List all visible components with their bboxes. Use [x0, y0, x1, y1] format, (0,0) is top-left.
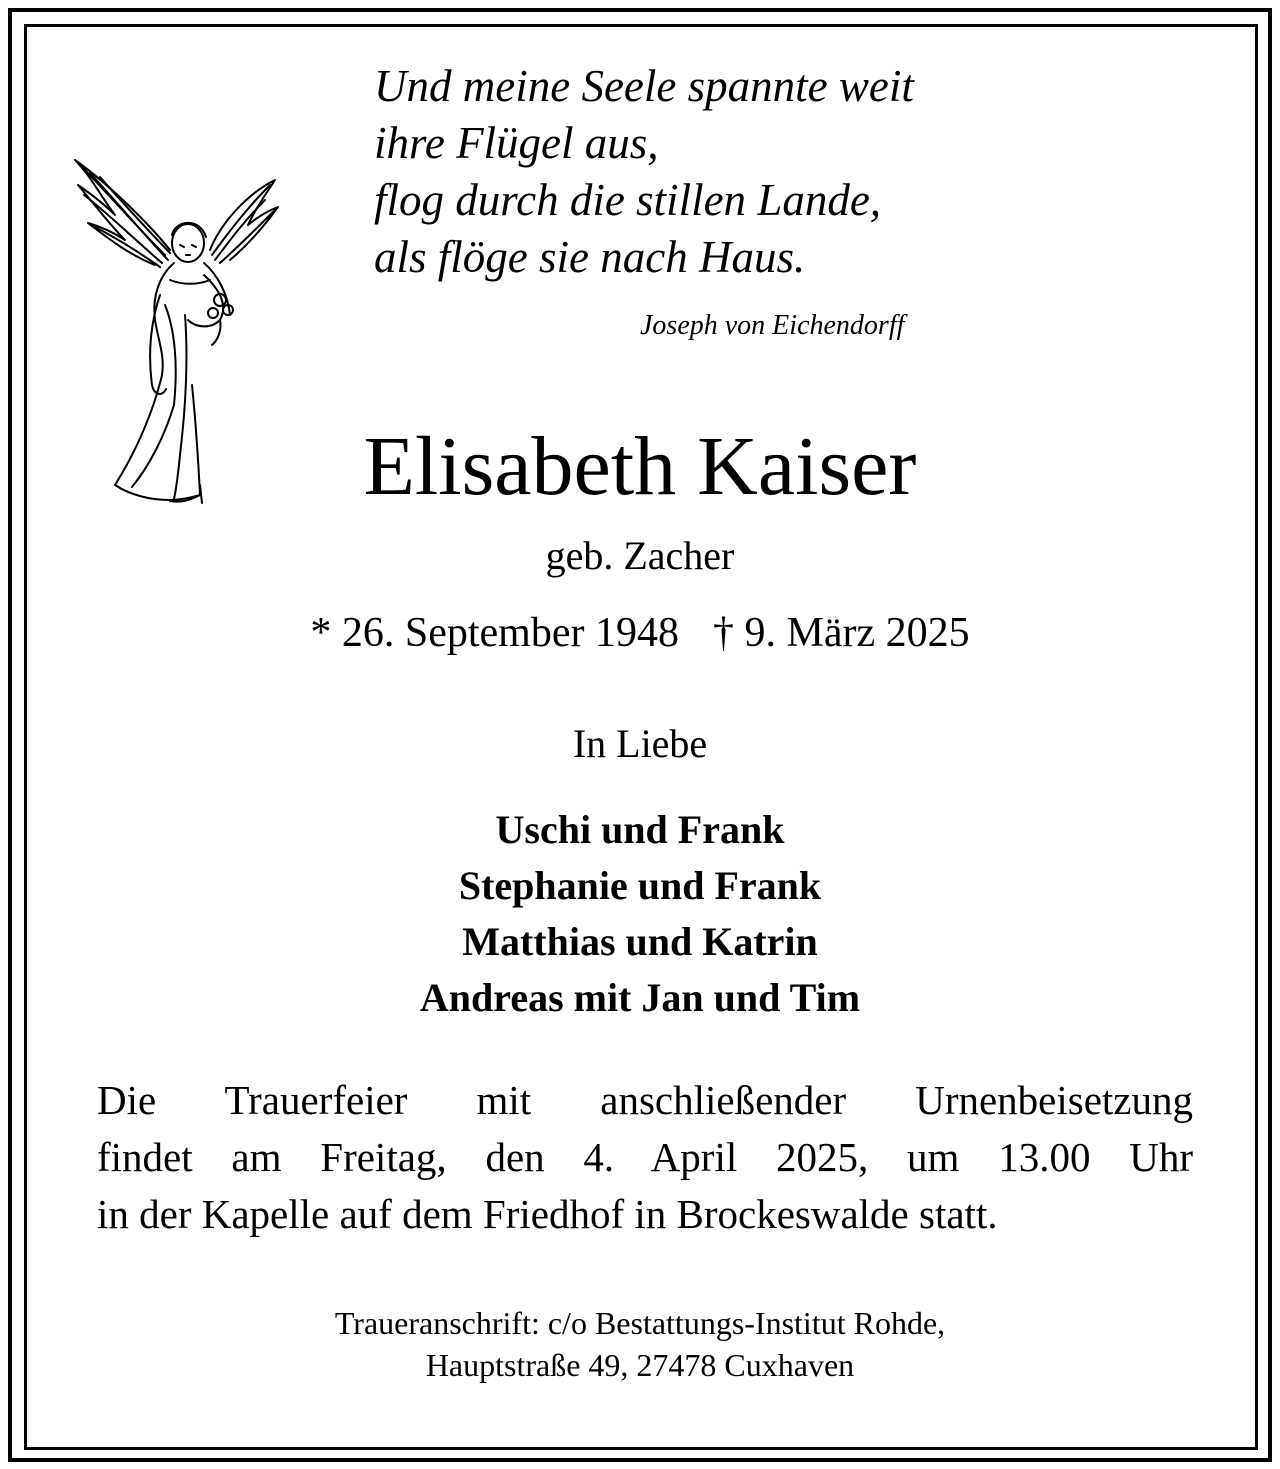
dedication: In Liebe	[572, 721, 708, 766]
mourner-entry: Matthias und Katrin	[462, 919, 818, 964]
birth-date: * 26. September 1948	[310, 610, 679, 656]
poem-author: Joseph von Eichendorff	[640, 310, 905, 341]
ceremony-line: findet am Freitag, den 4. April 2025, um 13.00 Uhr	[97, 1134, 1193, 1180]
deceased-name: Elisabeth Kaiser	[363, 420, 917, 513]
address-line: Traueranschrift: c/o Bestattungs-Institut Rohde,	[334, 1305, 946, 1341]
life-dates	[0, 609, 1280, 657]
address-line: Hauptstraße 49, 27478 Cuxhaven	[425, 1347, 855, 1383]
poem-line: ihre Flügel aus,	[374, 118, 659, 168]
death-date: † 9. März 2025	[712, 610, 970, 656]
birth-name: geb. Zacher	[545, 533, 735, 578]
mourner-entry: Uschi und Frank	[495, 807, 785, 852]
poem-line: als flöge sie nach Haus.	[374, 232, 806, 282]
ceremony-line: Die Trauerfeier mit anschließender Urnenbeisetzung	[97, 1077, 1193, 1123]
ceremony-notice	[97, 1072, 1193, 1243]
mourning-address	[0, 1302, 1280, 1386]
poem-line: Und meine Seele spannte weit	[374, 61, 914, 111]
poem	[374, 58, 914, 286]
poem-line: flog durch die stillen Lande,	[374, 175, 882, 225]
ceremony-line: in der Kapelle auf dem Friedhof in Brockeswalde statt.	[97, 1191, 998, 1237]
mourner-entry: Stephanie und Frank	[458, 863, 822, 908]
mourners-list	[0, 802, 1280, 1026]
mourner-entry: Andreas mit Jan und Tim	[419, 975, 861, 1020]
